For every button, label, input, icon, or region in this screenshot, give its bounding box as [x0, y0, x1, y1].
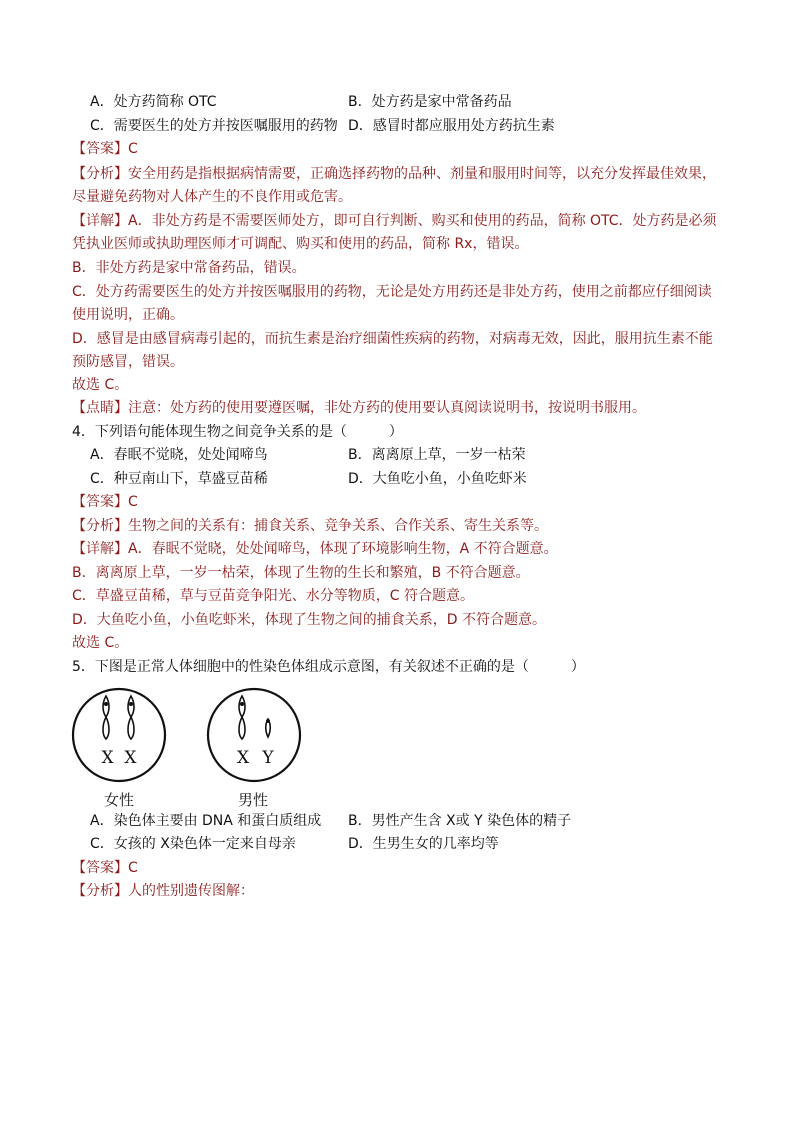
q3-options-row-2 — [72, 116, 722, 136]
q4-option-a: A．春眠不觉晓，处处闻啼鸟 — [90, 447, 268, 463]
answer-tag: 【答案】 — [72, 494, 128, 510]
male-caption: 男性 — [238, 790, 269, 809]
q5-options-row-2 — [72, 834, 722, 854]
answer-value: C — [128, 494, 138, 510]
q5-option-c: C．女孩的 X染色体一定来自母亲 — [90, 836, 296, 852]
q3-detail-c: C．处方药需要医生的处方并按医嘱服用的药物，无论是处方用药还是非处方药，使用之前都应仔细阅读使用说明，正确。 — [72, 283, 712, 323]
q3-note — [72, 398, 722, 418]
q3-analysis — [72, 163, 722, 209]
detail-tag: 【详解】 — [72, 541, 128, 557]
chromosome-diagram — [71, 681, 311, 789]
note-text: 注意：处方药的使用要遵医嘱，非处方药的使用要认真阅读说明书，按说明书服用。 — [128, 400, 646, 416]
q3-option-a: A．处方药简称 OTC — [90, 94, 217, 110]
q4-analysis — [72, 516, 722, 536]
analysis-tag: 【分析】 — [72, 517, 128, 534]
q3-option-d: D．感冒时都应服用处方药抗生素 — [348, 117, 555, 134]
q4-detail-b: B．离离原上草，一岁一枯荣，体现了生物的生长和繁殖，B 不符合题意。 — [72, 564, 530, 581]
male-cell-circle — [208, 689, 300, 781]
detail-tag: 【详解】 — [72, 212, 128, 229]
q5-stem: 5．下图是正常人体细胞中的性染色体组成示意图，有关叙述不正确的是（ ） — [72, 658, 585, 675]
q4-stem: 4．下列语句能体现生物之间竞争关系的是（ ） — [72, 423, 403, 440]
q3-detail-d: D．感冒是由感冒病毒引起的，而抗生素是治疗细菌性疾病的药物，对病毒无效，因此，服用抗生素不能预防感冒，错误。 — [72, 330, 713, 370]
q5-answer — [72, 858, 722, 878]
q3-option-b: B．处方药是家中常备药品 — [348, 94, 512, 110]
answer-value: C — [128, 859, 138, 876]
q3-answer — [72, 139, 722, 159]
q5-option-b: B．男性产生含 X或 Y 染色体的精子 — [348, 812, 572, 829]
analysis-text: 安全用药是指根据病情需要，正确选择药物的品种、剂量和服用时间等，以充分发挥最佳效果，尽量避免药物对人体产生的不良作用或危害。 — [72, 165, 716, 205]
male-y-chromosome-icon — [266, 719, 271, 737]
document-page — [72, 92, 722, 905]
q3-detail-b: B．非处方药是家中常备药品，错误。 — [72, 259, 306, 276]
q3-options-row-1 — [72, 92, 722, 112]
q4-detail-c: C．草盛豆苗稀，草与豆苗竞争阳光、水分等物质，C 符合题意。 — [72, 588, 474, 604]
q5-option-d: D．生男生女的几率均等 — [348, 836, 499, 852]
note-tag: 【点睛】 — [72, 400, 128, 416]
detail-text: A．非处方药是不需要医师处方，即可自行判断、购买和使用的药品，简称 OTC．处方药是必须凭执业医师或执助理医师才可调配、购买和使用的药品，简称 Rx，错误。 — [72, 212, 717, 252]
q4-option-c: C．种豆南山下，草盛豆苗稀 — [90, 470, 268, 487]
male-x-chromosome-icon — [239, 696, 245, 739]
q4-options-row-1 — [72, 445, 722, 465]
answer-tag: 【答案】 — [72, 859, 128, 876]
q5-options-row-1 — [72, 811, 722, 831]
q5-option-a: A．染色体主要由 DNA 和蛋白质组成 — [90, 812, 322, 829]
female-caption: 女性 — [104, 790, 135, 809]
q4-detail-d: D．大鱼吃小鱼，小鱼吃虾米，体现了生物之间的捕食关系，D 不符合题意。 — [72, 611, 547, 628]
detail-text: A．春眠不觉晓，处处闻啼鸟，体现了环境影响生物，A 不符合题意。 — [128, 541, 558, 557]
q3-conclusion: 故选 C。 — [72, 376, 129, 393]
answer-value: C — [128, 141, 138, 157]
q4-option-b: B．离离原上草，一岁一枯荣 — [348, 447, 526, 463]
q3-detail-a — [72, 210, 722, 256]
female-x-chromosome-2-icon — [128, 696, 134, 739]
q4-answer — [72, 492, 722, 512]
male-y-label: Y — [262, 747, 274, 768]
chromosome-figure — [72, 681, 722, 809]
analysis-text: 人的性别遗传图解： — [128, 883, 254, 899]
q5-analysis — [72, 881, 722, 901]
female-x-chromosome-1-icon — [103, 696, 109, 739]
q4-conclusion: 故选 C。 — [72, 635, 129, 651]
answer-tag: 【答案】 — [72, 141, 128, 157]
analysis-text: 生物之间的关系有：捕食关系、竞争关系、合作关系、寄生关系等。 — [128, 517, 548, 534]
analysis-tag: 【分析】 — [72, 165, 128, 182]
q4-options-row-2 — [72, 469, 722, 489]
q4-option-d: D．大鱼吃小鱼，小鱼吃虾米 — [348, 470, 527, 487]
q4-detail-a — [72, 539, 722, 559]
q3-option-c: C．需要医生的处方并按医嘱服用的药物 — [90, 117, 338, 134]
analysis-tag: 【分析】 — [72, 883, 128, 899]
female-chromosome-labels: X X — [101, 747, 137, 768]
male-x-label: X — [236, 747, 250, 768]
